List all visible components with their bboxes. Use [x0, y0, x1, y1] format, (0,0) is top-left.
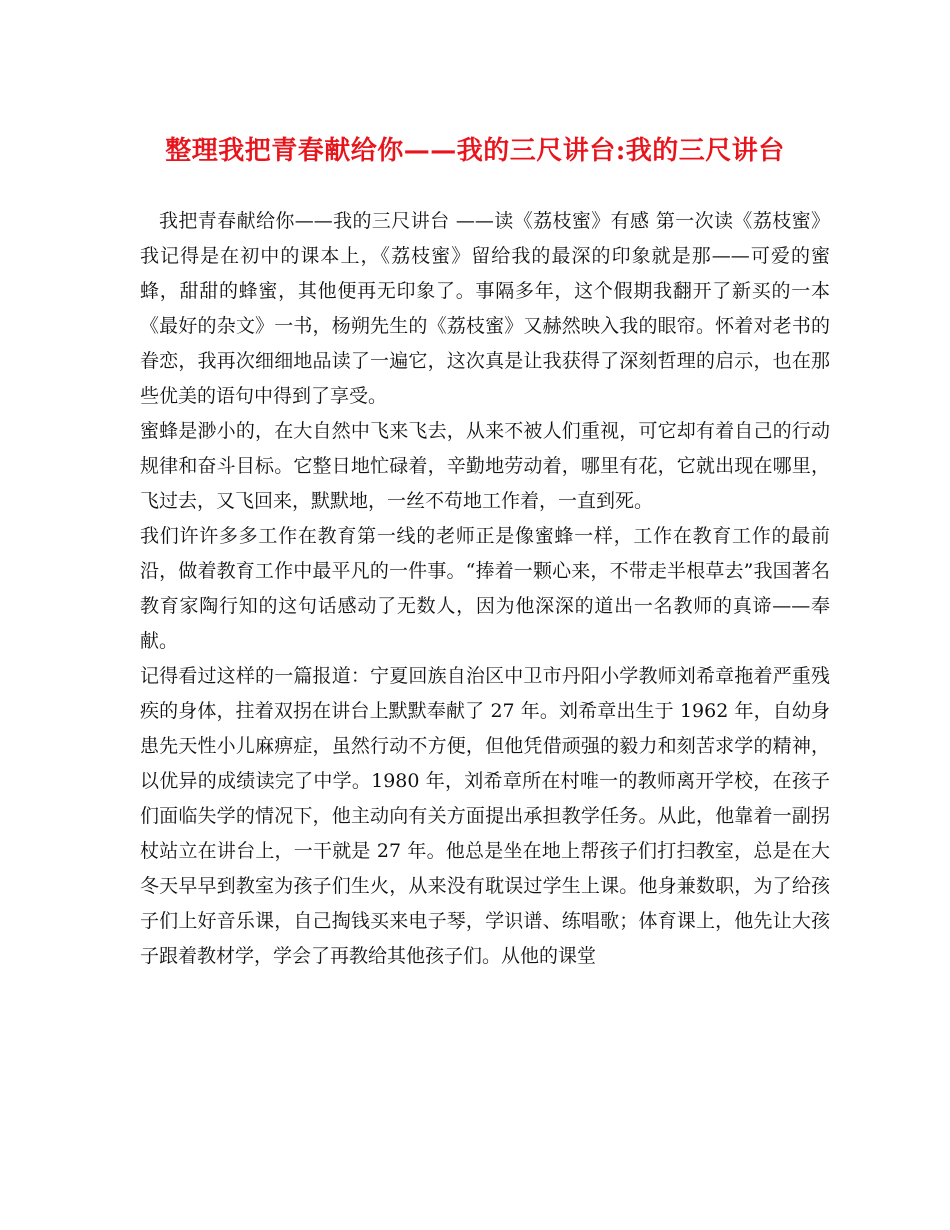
paragraph-bees: 蜜蜂是渺小的，在大自然中飞来飞去，从来不被人们重视，可它却有着自己的行动规律和奋斗目标。它整日地忙碌着，辛勤地劳动着，哪里有花，它就出现在哪里，飞过去，又飞回来，默默地，一丝不苟地工作着，一直到死。: [140, 420, 830, 512]
paragraph-teachers: 我们许许多多工作在教育第一线的老师正是像蜜蜂一样，工作在教育工作的最前沿，做着教育工作中最平凡的一件事。“捧着一颗心来，不带走半根草去”我国著名教育家陶行知的这句话感动了无数人，因为他深深的道出一名教师的真谛——奉献。: [140, 525, 830, 652]
paragraph-report: 记得看过这样的一篇报道：宁夏回族自治区中卫市丹阳小学教师刘希章拖着严重残疾的身体，拄着双拐在讲台上默默奉献了 27 年。刘希章出生于 1962 年，自幼身患先天性小儿麻痹症，虽然行动不方便，但他凭借顽强的毅力和刻苦求学的精神，以优异的成绩读完了中学。1980 年，刘希章所在村唯一的教师离开学校，在孩子们面临失学的情况下，他主动向有关方面提出承担教学任务。从此，他靠着一副拐杖站立在讲台上，一干就是 27 年。他总是坐在地上帮孩子们打扫教室，总是在大冬天早早到教室为孩子们生火，从来没有耽误过学生上课。他身兼数职，为了给孩子们上好音乐课，自己掏钱买来电子琴，学识谱、练唱歌；体育课上，他先让大孩子跟着教材学，学会了再教给其他孩子们。从他的课堂: [140, 665, 830, 967]
document-title: 整理我把青春献给你——我的三尺讲台:我的三尺讲台: [165, 136, 785, 166]
paragraph-intro: 我把青春献给你——我的三尺讲台 ——读《荔枝蜜》有感 第一次读《荔枝蜜》我记得是在初中的课本上，《荔枝蜜》留给我的最深的印象就是那——可爱的蜜蜂，甜甜的蜂蜜，其他便再无印象了。事隔多年，这个假期我翻开了新买的一本《最好的杂文》一书，杨朔先生的《荔枝蜜》又赫然映入我的眼帘。怀着对老书的眷恋，我再次细细地品读了一遍它，这次真是让我获得了深刻哲理的启示，也在那些优美的语句中得到了享受。: [140, 210, 830, 407]
document-body: [140, 204, 830, 974]
